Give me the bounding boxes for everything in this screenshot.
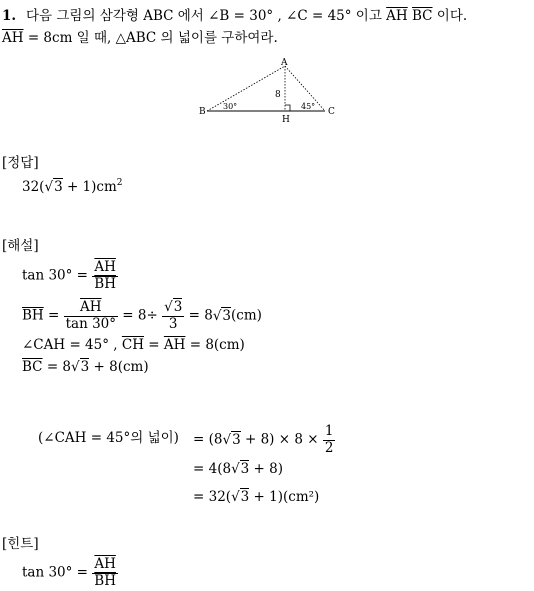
area-line-1: = (8√3 + 8) × 8 × $\frac{1}{2}$ bbox=[193, 423, 334, 456]
segment-ah: $\overline{AH}$ bbox=[386, 8, 408, 24]
problem-line-2-text: = 8cm 일 때, △ABC 의 넓이를 구하여라. bbox=[23, 30, 278, 46]
eq-8-div: = 8÷ bbox=[122, 307, 158, 324]
problem-line-1 bbox=[26, 10, 467, 24]
cah-text: ∠CAH = 45° , bbox=[22, 337, 118, 353]
tan30-label: tan 30° = bbox=[22, 267, 88, 284]
segment-bc: $\overline{BC}$ bbox=[412, 8, 433, 24]
solution-cah-line: ∠CAH = 45° , $\overline{CH} = \overline{AH} = 8(cm)$ bbox=[22, 337, 245, 353]
ah-seg: $\overline{AH}$ bbox=[163, 337, 186, 353]
label-c: C bbox=[328, 107, 335, 117]
cm-unit: (cm) bbox=[231, 307, 262, 324]
fraction-ah-bh bbox=[92, 260, 118, 292]
hint-fraction: $\frac{\overline{AH}}{BH}$ bbox=[94, 556, 116, 589]
label-a: A bbox=[281, 58, 288, 68]
side-ab bbox=[207, 66, 285, 111]
frac-den-3: 3 bbox=[168, 315, 178, 332]
frac-num-ah: $\overline{AH}$ bbox=[94, 259, 116, 275]
right-angle-mark bbox=[285, 105, 290, 111]
area-line-2: = 4(8√3 + 8) bbox=[193, 461, 284, 477]
solution-bc-line: $\overline{BC} = 8√3 + 8(cm)$ bbox=[22, 359, 149, 375]
segment-ah-2: $\overline{AH}$ bbox=[2, 30, 24, 46]
problem-line-2 bbox=[2, 32, 278, 46]
solution-bh-line: $\overline{BH}$ = $\frac{\overline{AH}}{\tan 30^\circ}$ = 8÷ $\frac{√3}{3}$ = 8√3(cm) bbox=[22, 299, 262, 332]
solution-heading: [해설] bbox=[2, 238, 39, 254]
triangle-figure bbox=[195, 58, 345, 128]
fraction-sqrt3-3: $\frac{√3}{3}$ bbox=[164, 299, 183, 332]
sqrt-3: √3 bbox=[44, 179, 63, 195]
area-line-3: = 32(√3 + 1)(cm²) bbox=[193, 489, 320, 505]
ch-seg: $\overline{CH}$ bbox=[121, 337, 144, 353]
label-angle-b: 30° bbox=[223, 102, 238, 111]
bc-seg: $\overline{BC}$ bbox=[22, 359, 43, 375]
frac-den-tan: tan 30° bbox=[65, 315, 116, 332]
problem-line-1-text: 다음 그림의 삼각형 ABC 에서 ∠B = 30° , ∠C = 45° 이고 bbox=[26, 8, 387, 24]
fraction-ah-tan bbox=[64, 300, 118, 332]
label-angle-c: 45° bbox=[301, 102, 316, 111]
eq-8cm: = 8(cm) bbox=[189, 337, 245, 353]
answer-heading: [정답] bbox=[2, 155, 39, 171]
eq-sign: = bbox=[48, 307, 60, 324]
answer-value: $32(√3 + 1)cm^2$ bbox=[22, 178, 123, 195]
fraction-1-2: $\frac{1}{2}$ bbox=[324, 423, 334, 456]
solution-tan-line bbox=[22, 260, 118, 292]
eq-8: = 8 bbox=[188, 307, 213, 324]
frac-num-ah-2: $\overline{AH}$ bbox=[80, 299, 102, 315]
problem-line-1-end: 이다. bbox=[432, 8, 468, 24]
bh-lhs: $\overline{BH}$ bbox=[22, 307, 44, 324]
hint-tan-line: tan 30° = $\frac{\overline{AH}}{BH}$ bbox=[22, 556, 116, 589]
label-b: B bbox=[199, 107, 206, 117]
label-h: H bbox=[282, 115, 290, 125]
hint-heading: [힌트] bbox=[2, 536, 39, 552]
label-height: 8 bbox=[275, 90, 281, 100]
frac-den-bh: BH bbox=[94, 275, 116, 292]
area-lhs: (∠CAH = 45°의 넓이) bbox=[38, 430, 179, 446]
problem-number: 1. bbox=[2, 8, 17, 24]
